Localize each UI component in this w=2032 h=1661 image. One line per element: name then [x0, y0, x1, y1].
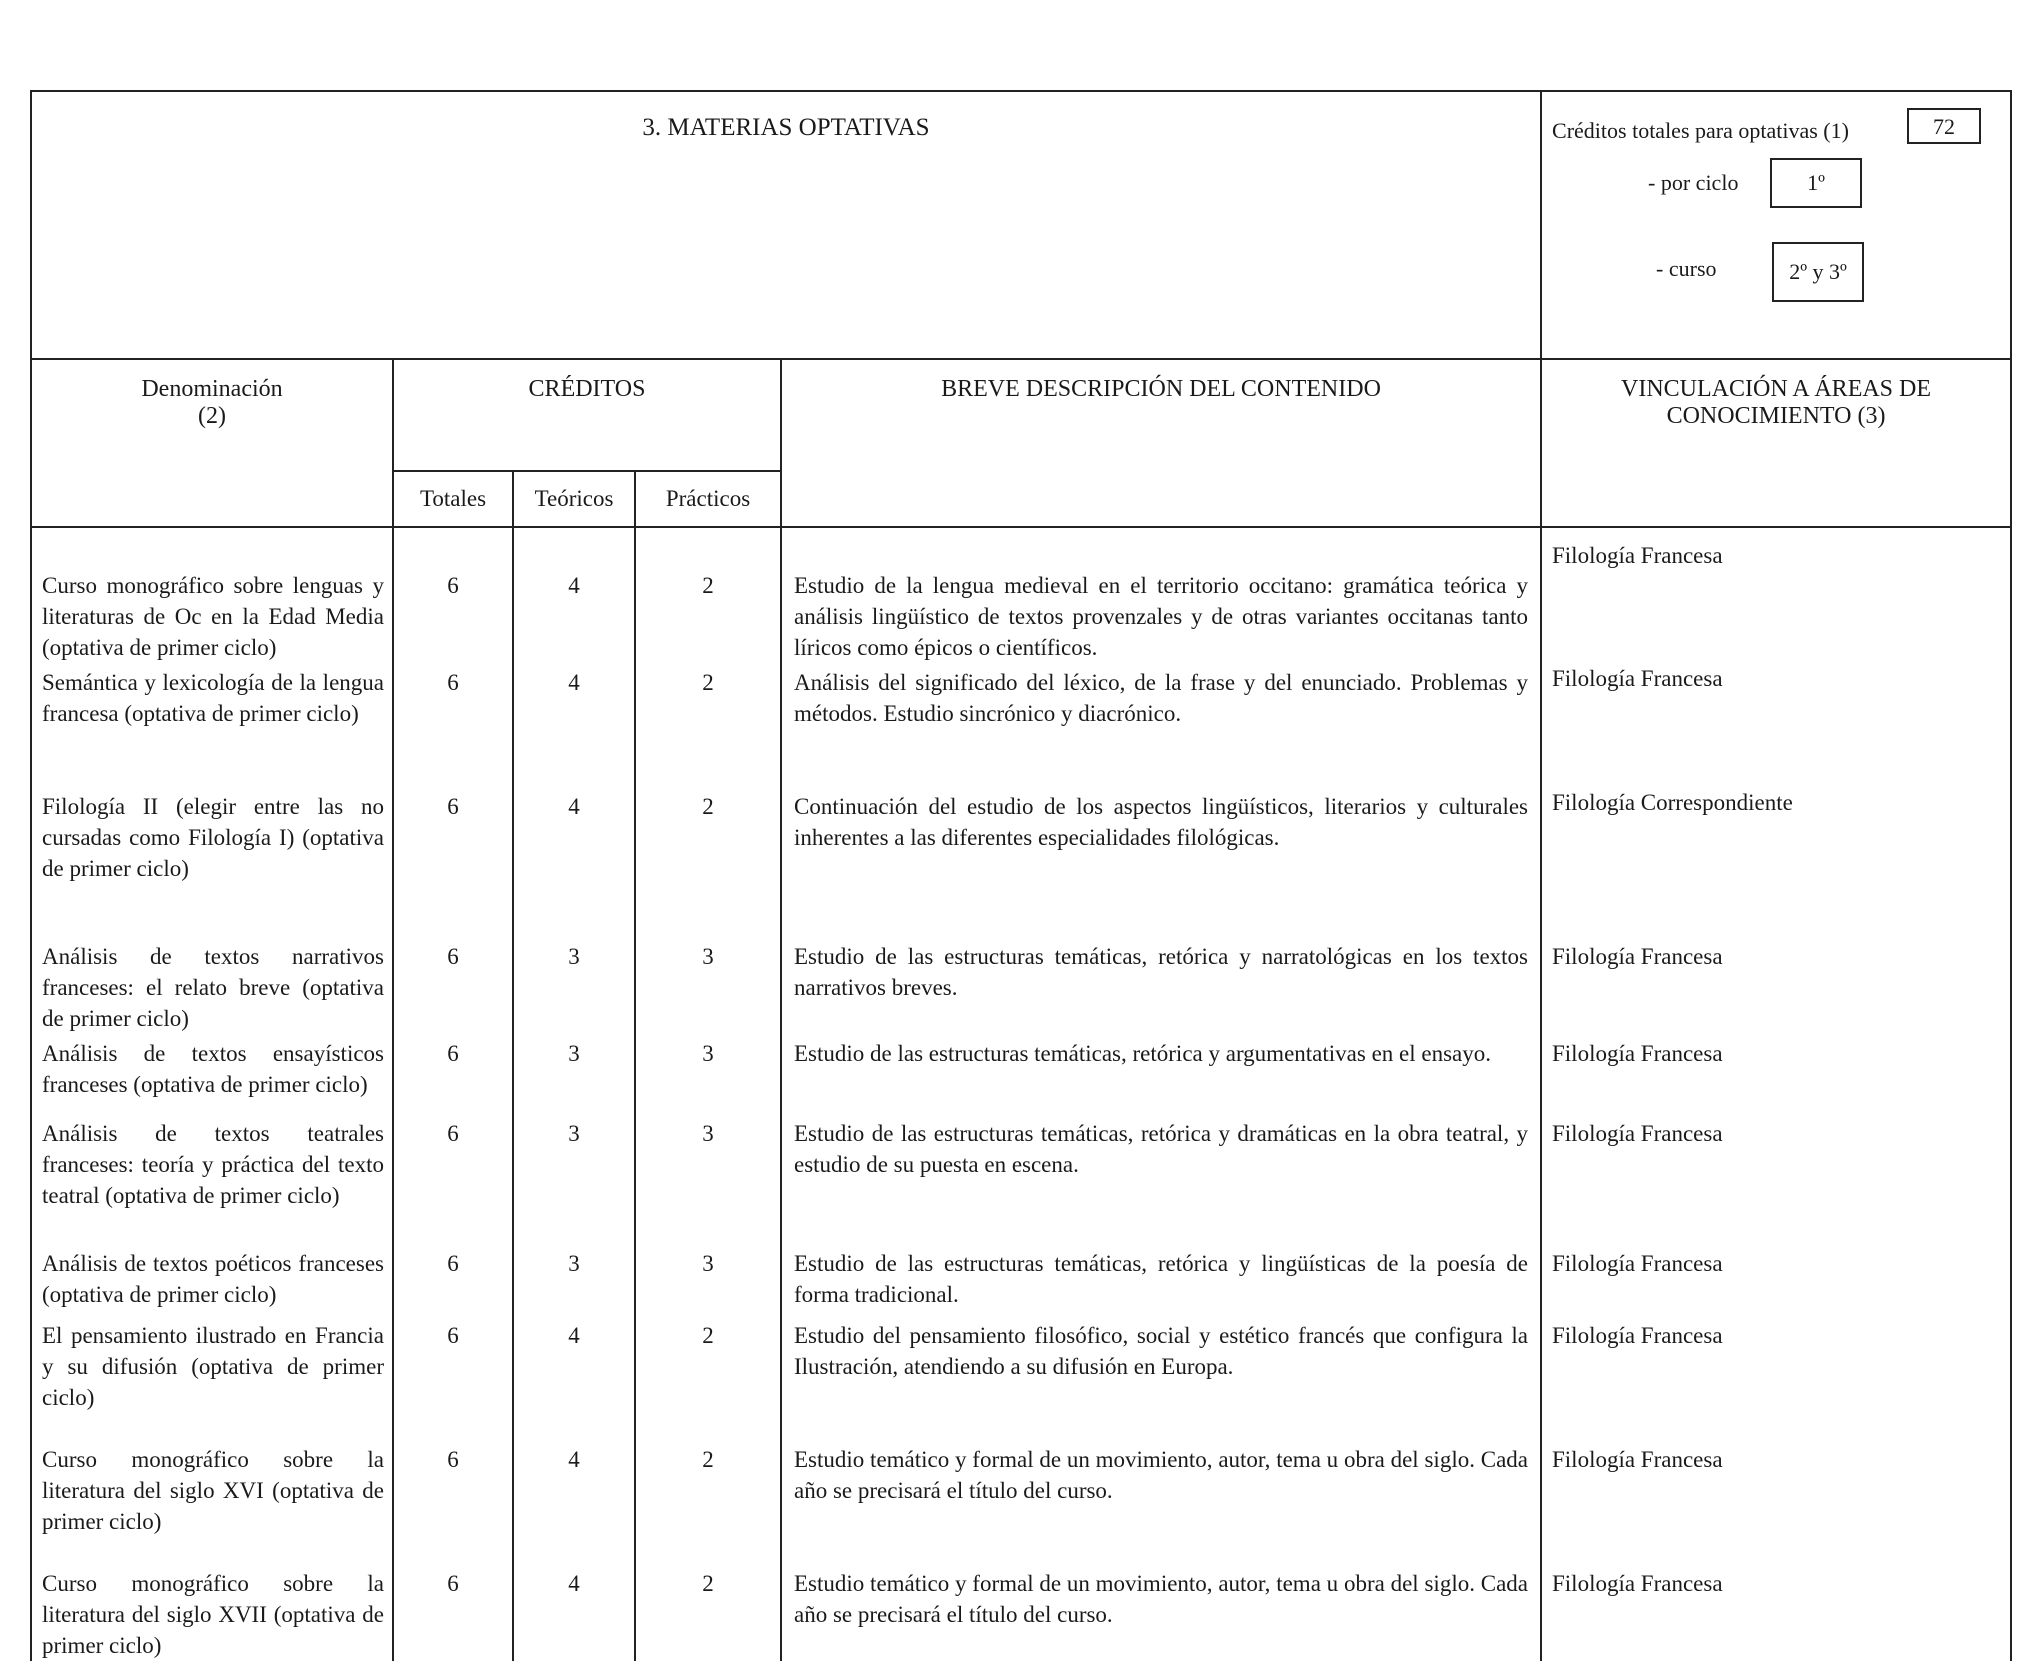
credits-practicos: 2	[635, 1316, 781, 1440]
subject-description: Estudio de la lengua medieval en el territorio occitano: gramática teórica y análisis lingüístico de textos provenzales y de otras variantes occitanas tanto líricos como épicos o científicos.	[781, 528, 1541, 663]
header-table	[30, 90, 2012, 528]
table-row	[31, 929, 2011, 1034]
table-row	[31, 663, 2011, 787]
credits-totales: 6	[393, 929, 513, 1034]
credits-totales: 6	[393, 663, 513, 787]
table-row	[31, 1316, 2011, 1440]
credits-totales: 6	[393, 528, 513, 663]
table-row	[31, 1440, 2011, 1564]
materias-table	[30, 528, 2012, 1661]
subject-name: Curso monográfico sobre la literatura del siglo XVI (optativa de primer ciclo)	[31, 1440, 393, 1564]
col-descripcion: BREVE DESCRIPCIÓN DEL CONTENIDO	[781, 359, 1541, 527]
table-row	[31, 528, 2011, 663]
table-row	[31, 1244, 2011, 1316]
subject-name: Análisis de textos teatrales franceses: teoría y práctica del texto teatral (optativa de primer ciclo)	[31, 1114, 393, 1244]
subject-name: El pensamiento ilustrado en Francia y su difusión (optativa de primer ciclo)	[31, 1316, 393, 1440]
col-practicos: Prácticos	[635, 471, 781, 527]
credits-totales: 6	[393, 787, 513, 929]
curso-value: 2º y 3º	[1772, 242, 1864, 302]
subject-name: Filología II (elegir entre las no cursadas como Filología I) (optativa de primer ciclo)	[31, 787, 393, 929]
subject-name: Curso monográfico sobre lenguas y literaturas de Oc en la Edad Media (optativa de primer ciclo)	[31, 528, 393, 663]
col-creditos: CRÉDITOS	[393, 359, 781, 471]
knowledge-area: Filología Francesa	[1541, 663, 2011, 787]
subject-description: Análisis del significado del léxico, de la frase y del enunciado. Problemas y métodos. Estudio sincrónico y diacrónico.	[781, 663, 1541, 787]
credits-practicos: 3	[635, 929, 781, 1034]
knowledge-area: Filología Francesa	[1541, 1114, 2011, 1244]
knowledge-area: Filología Francesa	[1541, 1034, 2011, 1114]
subject-description: Estudio de las estructuras temáticas, retórica y argumentativas en el ensayo.	[781, 1034, 1541, 1114]
subject-name: Análisis de textos poéticos franceses (optativa de primer ciclo)	[31, 1244, 393, 1316]
credits-totales: 6	[393, 1244, 513, 1316]
optativas-form	[30, 90, 2010, 1661]
knowledge-area: Filología Francesa	[1541, 528, 2011, 663]
subject-name: Análisis de textos ensayísticos franceses (optativa de primer ciclo)	[31, 1034, 393, 1114]
subject-name: Curso monográfico sobre la literatura del siglo XVII (optativa de primer ciclo)	[31, 1564, 393, 1661]
credits-practicos: 3	[635, 1114, 781, 1244]
knowledge-area: Filología Francesa	[1541, 929, 2011, 1034]
knowledge-area: Filología Francesa	[1541, 1440, 2011, 1564]
credits-teoricos: 3	[513, 1114, 635, 1244]
credits-practicos: 3	[635, 1034, 781, 1114]
col-totales: Totales	[393, 471, 513, 527]
subject-name: Análisis de textos narrativos franceses: el relato breve (optativa de primer ciclo)	[31, 929, 393, 1034]
ciclo-label: - por ciclo	[1648, 170, 1739, 195]
credits-teoricos: 3	[513, 929, 635, 1034]
subject-description: Estudio de las estructuras temáticas, retórica y dramáticas en la obra teatral, y estudio de su puesta en escena.	[781, 1114, 1541, 1244]
credits-practicos: 2	[635, 787, 781, 929]
credits-practicos: 2	[635, 663, 781, 787]
credits-teoricos: 3	[513, 1244, 635, 1316]
col-denominacion-label: Denominación	[141, 376, 283, 402]
subject-description: Estudio del pensamiento filosófico, social y estético francés que configura la Ilustración, atendiendo a su difusión en Europa.	[781, 1316, 1541, 1440]
knowledge-area: Filología Correspondiente	[1541, 787, 2011, 929]
credits-teoricos: 4	[513, 528, 635, 663]
subject-description: Estudio de las estructuras temáticas, retórica y narratológicas en los textos narrativos breves.	[781, 929, 1541, 1034]
col-denominacion	[31, 359, 393, 527]
credits-practicos: 2	[635, 1564, 781, 1661]
subject-description: Estudio temático y formal de un movimiento, autor, tema u obra del siglo. Cada año se precisará el título del curso.	[781, 1440, 1541, 1564]
credits-teoricos: 4	[513, 1564, 635, 1661]
credits-practicos: 3	[635, 1244, 781, 1316]
credits-totales: 6	[393, 1114, 513, 1244]
subject-description: Estudio temático y formal de un movimiento, autor, tema u obra del siglo. Cada año se precisará el título del curso.	[781, 1564, 1541, 1661]
col-teoricos: Teóricos	[513, 471, 635, 527]
subject-description: Estudio de las estructuras temáticas, retórica y lingüísticas de la poesía de forma tradicional.	[781, 1244, 1541, 1316]
credits-teoricos: 4	[513, 1440, 635, 1564]
credits-teoricos: 4	[513, 663, 635, 787]
credits-practicos: 2	[635, 528, 781, 663]
credits-teoricos: 3	[513, 1034, 635, 1114]
credits-panel	[1541, 91, 2011, 359]
credits-total-label: Créditos totales para optativas (1)	[1552, 118, 1849, 143]
knowledge-area: Filología Francesa	[1541, 1564, 2011, 1661]
credits-totales: 6	[393, 1564, 513, 1661]
table-row	[31, 1114, 2011, 1244]
table-row	[31, 1564, 2011, 1661]
col-vinculacion: VINCULACIÓN A ÁREAS DE CONOCIMIENTO (3)	[1541, 359, 2011, 527]
curso-label: - curso	[1656, 256, 1717, 281]
credits-totales: 6	[393, 1440, 513, 1564]
knowledge-area: Filología Francesa	[1541, 1244, 2011, 1316]
subject-description: Continuación del estudio de los aspectos lingüísticos, literarios y culturales inherentes a las diferentes especialidades filológicas.	[781, 787, 1541, 929]
credits-totales: 6	[393, 1034, 513, 1114]
col-denominacion-note: (2)	[198, 403, 226, 429]
knowledge-area: Filología Francesa	[1541, 1316, 2011, 1440]
table-row	[31, 1034, 2011, 1114]
table-row	[31, 787, 2011, 929]
credits-practicos: 2	[635, 1440, 781, 1564]
credits-teoricos: 4	[513, 1316, 635, 1440]
credits-teoricos: 4	[513, 787, 635, 929]
ciclo-value: 1º	[1770, 158, 1862, 208]
subject-name: Semántica y lexicología de la lengua francesa (optativa de primer ciclo)	[31, 663, 393, 787]
credits-totales: 6	[393, 1316, 513, 1440]
materias-rows	[31, 528, 2011, 1661]
section-title: 3. MATERIAS OPTATIVAS	[31, 91, 1541, 359]
credits-total-value: 72	[1907, 108, 1981, 144]
